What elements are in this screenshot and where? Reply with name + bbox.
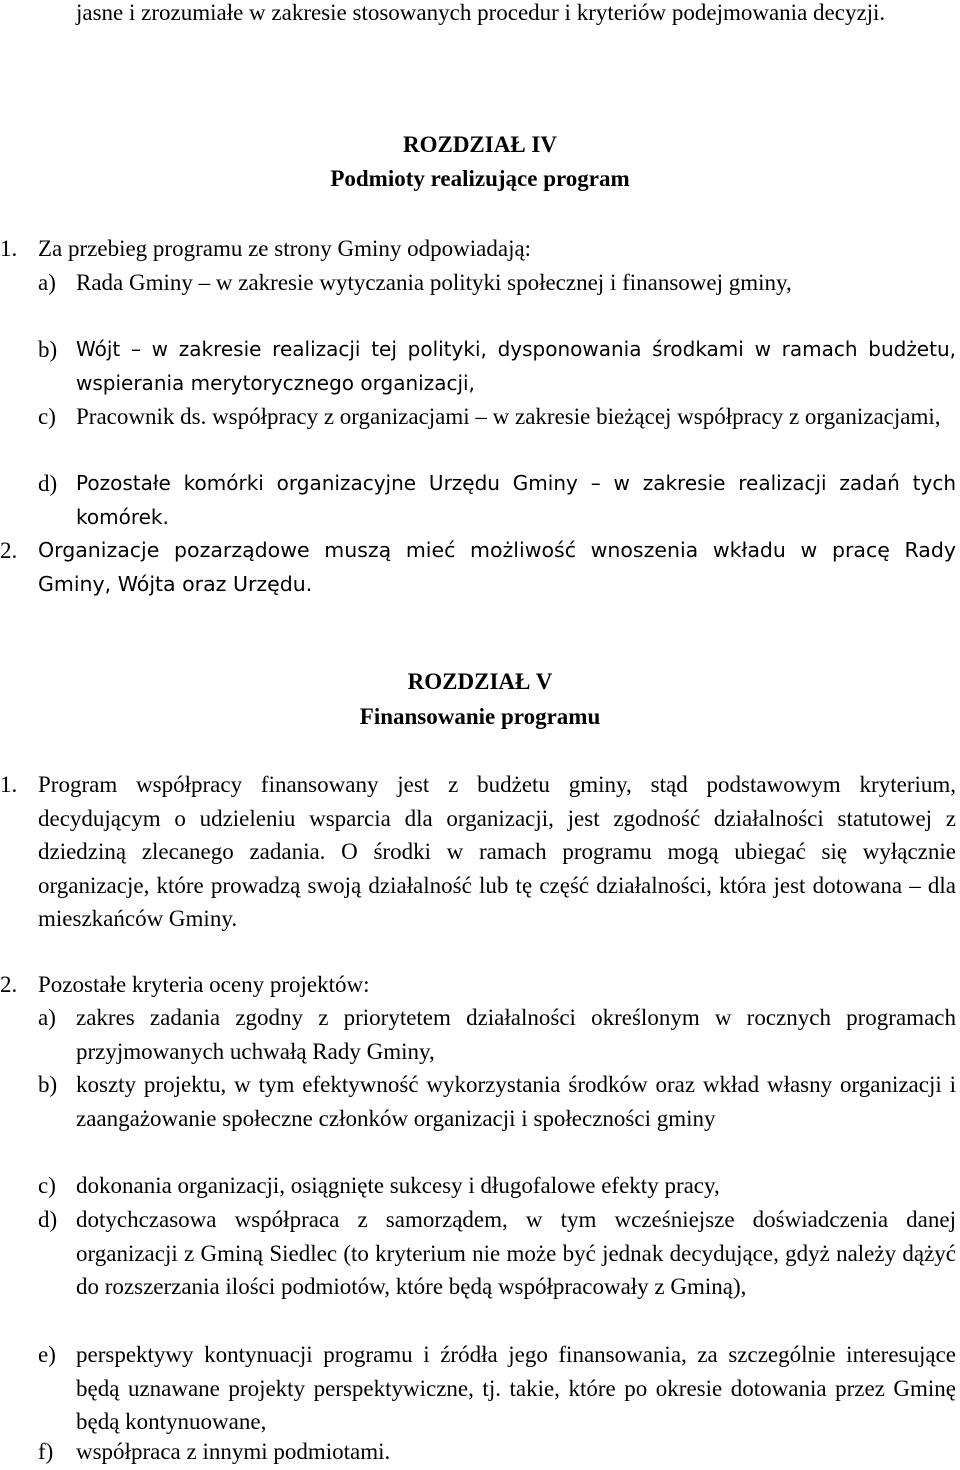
ch5-item-f-text: współpraca z innymi podmiotami.: [76, 1439, 391, 1464]
ch5-item-d-text: dotychczasowa współpraca z samorządem, w tym wcześniejsze doświadczenia danej organizacji z Gminą Siedlec (to kryterium nie może być jednak decydujące, gdyż należy dążyć do rozszerzania ilości podmiotów, które będą współpracowały z Gminą),: [76, 1207, 956, 1299]
ch5-point-1-text: Program współpracy finansowany jest z budżetu gminy, stąd podstawowym kryterium, decydującym o udzieleniu wsparcia dla organizacji, jest zgodność działalności statutowej z dziedziną zlecanego zadania. O środki w ramach programu mogą ubiegać się wyłącznie organizacje, które prowadzą swoją działalność lub tę część działalności, która jest dotowana – dla mieszkańców Gminy.: [38, 772, 956, 931]
ch4-item-a: [38, 266, 956, 300]
ch5-item-e-label: e): [38, 1342, 56, 1367]
ch4-item-d-label: d): [38, 471, 58, 496]
ch4-point-2: [0, 534, 956, 601]
ch5-item-a: [38, 1001, 956, 1068]
ch5-item-e: [38, 1338, 956, 1439]
ch4-item-a-label: a): [38, 270, 56, 295]
ch4-point-1-text: Za przebieg programu ze strony Gminy odpowiadają:: [38, 236, 532, 261]
ch4-item-c-text: Pracownik ds. współpracy z organizacjami – w zakresie bieżącej współpracy z organizacjami,: [76, 404, 941, 429]
ch5-item-d: [38, 1203, 956, 1304]
ch5-point-1-number: 1.: [0, 772, 18, 797]
ch4-item-c-label: c): [38, 404, 56, 429]
intro-paragraph: [76, 0, 956, 30]
ch4-item-b-text: Wójt – w zakresie realizacji tej polityki, dysponowania środkami w ramach budżetu, wspierania merytorycznego organizacji,: [76, 337, 956, 395]
ch4-point-1-number: 1.: [0, 236, 18, 261]
chapter5-subheading: Finansowanie programu: [359, 704, 601, 729]
ch4-item-a-text: Rada Gminy – w zakresie wytyczania polityki społecznej i finansowej gminy,: [76, 270, 792, 295]
ch5-item-c-label: c): [38, 1173, 56, 1198]
chapter5-heading: ROZDZIAŁ V: [407, 669, 553, 694]
ch4-item-b: [38, 333, 956, 400]
ch5-item-c: [38, 1169, 956, 1203]
ch5-item-a-label: a): [38, 1005, 56, 1030]
chapter4-heading: ROZDZIAŁ IV: [402, 132, 557, 157]
ch4-item-c: [38, 400, 956, 434]
ch5-item-b-text: koszty projektu, w tym efektywność wykorzystania środków oraz wkład własny organizacji i zaangażowanie społeczne członków organizacji i społeczności gminy: [76, 1072, 956, 1131]
ch4-item-d-text: Pozostałe komórki organizacyjne Urzędu Gminy – w zakresie realizacji zadań tych komórek.: [76, 471, 956, 529]
ch5-item-f-label: f): [38, 1439, 54, 1464]
ch5-item-c-text: dokonania organizacji, osiągnięte sukcesy i długofalowe efekty pracy,: [76, 1173, 720, 1198]
intro-text: jasne i zrozumiałe w zakresie stosowanych procedur i kryteriów podejmowania decyzji.: [76, 0, 886, 25]
chapter4-subheading: Podmioty realizujące program: [330, 166, 630, 191]
ch5-point-1: [0, 768, 956, 936]
ch5-item-f: [38, 1435, 956, 1469]
ch5-item-e-text: perspektywy kontynuacji programu i źródła jego finansowania, za szczególnie interesujące będą uznawane projekty perspektywiczne, tj. takie, które po okresie dotowania przez Gminę będą kontynuowane,: [76, 1342, 956, 1434]
ch5-point-2-number: 2.: [0, 972, 18, 997]
ch4-item-b-label: b): [38, 337, 58, 362]
ch4-item-d: [38, 467, 956, 534]
ch5-point-2-text: Pozostałe kryteria oceny projektów:: [38, 972, 370, 997]
ch4-point-2-text: Organizacje pozarządowe muszą mieć możliwość wnoszenia wkładu w pracę Rady Gminy, Wójta oraz Urzędu.: [38, 538, 956, 596]
ch4-point-2-number: 2.: [0, 538, 18, 563]
ch5-item-b: [38, 1068, 956, 1135]
ch5-item-d-label: d): [38, 1207, 58, 1232]
ch5-item-a-text: zakres zadania zgodny z priorytetem działalności określonym w rocznych programach przyjmowanych uchwałą Rady Gminy,: [76, 1005, 956, 1064]
ch5-item-b-label: b): [38, 1072, 58, 1097]
